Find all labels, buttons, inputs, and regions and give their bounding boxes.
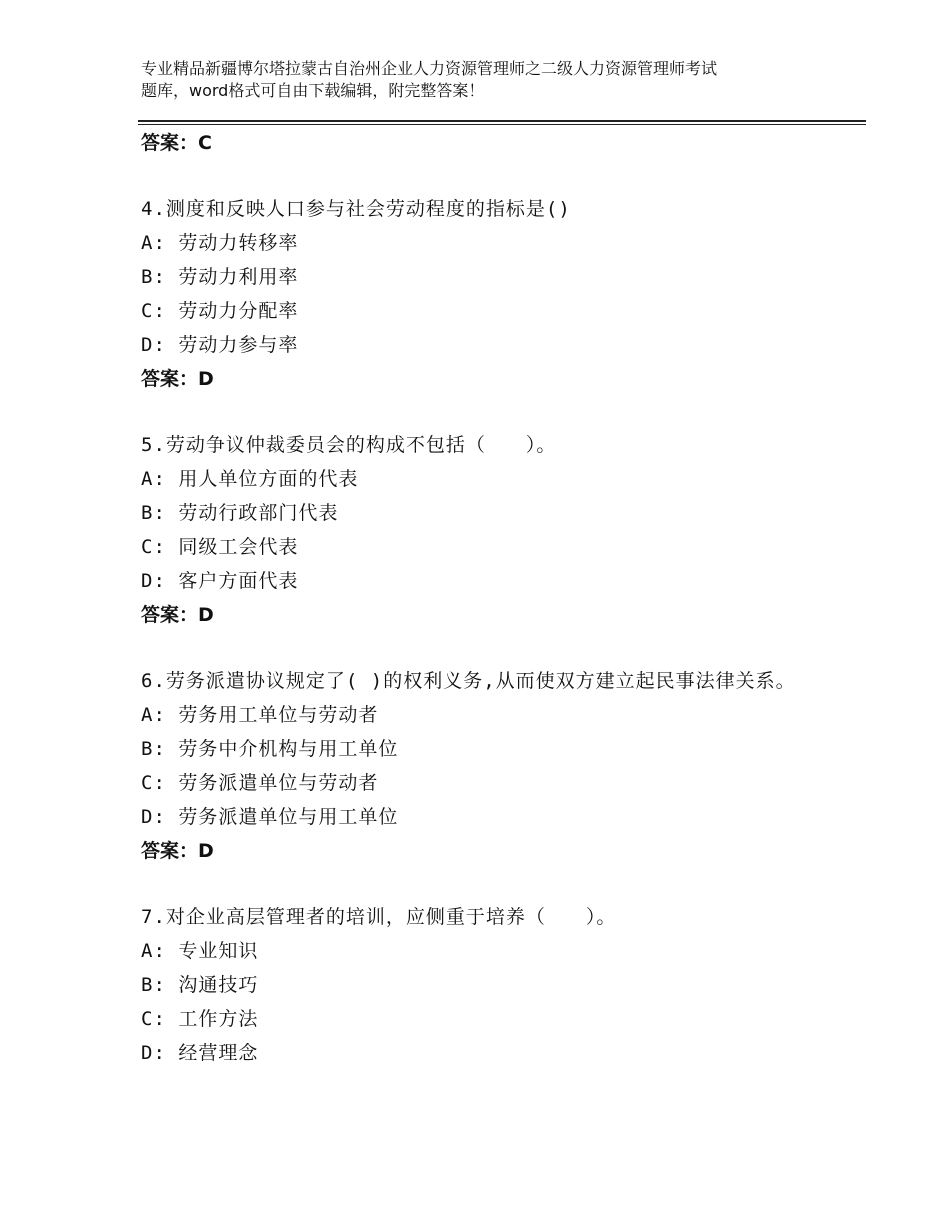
option-text: 劳动力分配率 — [178, 300, 299, 322]
option-text: 客户方面代表 — [178, 570, 299, 592]
option-text: 同级工会代表 — [178, 536, 299, 558]
option-a — [141, 226, 841, 260]
option-d — [141, 800, 841, 834]
option-letter: A: — [141, 468, 166, 490]
question-list — [141, 126, 841, 1070]
option-b — [141, 968, 841, 1002]
question-7 — [141, 900, 841, 1070]
page-header — [141, 58, 841, 102]
option-d — [141, 328, 841, 362]
option-c — [141, 294, 841, 328]
option-letter: D: — [141, 806, 166, 828]
option-c — [141, 766, 841, 800]
option-letter: A: — [141, 232, 166, 254]
option-text: 经营理念 — [178, 1042, 259, 1064]
option-a — [141, 934, 841, 968]
option-letter: D: — [141, 570, 166, 592]
option-text: 用人单位方面的代表 — [178, 468, 359, 490]
option-letter: A: — [141, 704, 166, 726]
answer-line: 答案：D — [141, 840, 214, 862]
option-letter: B: — [141, 738, 166, 760]
option-text: 工作方法 — [178, 1008, 259, 1030]
answer-line: 答案：D — [141, 368, 214, 390]
header-rule-thick — [138, 120, 866, 122]
option-letter: C: — [141, 772, 166, 794]
question-stem: 6.劳务派遣协议规定了( )的权利义务,从而使双方建立起民事法律关系。 — [141, 670, 796, 692]
option-letter: B: — [141, 266, 166, 288]
answer-line: 答案：D — [141, 604, 214, 626]
question-6 — [141, 664, 841, 868]
option-letter: C: — [141, 1008, 166, 1030]
option-text: 劳务派遣单位与用工单位 — [178, 806, 399, 828]
question-5 — [141, 428, 841, 632]
option-text: 劳务中介机构与用工单位 — [178, 738, 399, 760]
option-text: 沟通技巧 — [178, 974, 259, 996]
question-stem: 4.测度和反映人口参与社会劳动程度的指标是() — [141, 198, 571, 220]
option-letter: D: — [141, 334, 166, 356]
question-4 — [141, 192, 841, 396]
option-letter: B: — [141, 974, 166, 996]
option-d — [141, 564, 841, 598]
option-b — [141, 496, 841, 530]
option-text: 劳动力参与率 — [178, 334, 299, 356]
option-letter: A: — [141, 940, 166, 962]
answer-line: 答案：C — [141, 132, 212, 154]
option-text: 劳动行政部门代表 — [178, 502, 339, 524]
option-c — [141, 530, 841, 564]
option-text: 劳动力转移率 — [178, 232, 299, 254]
option-a — [141, 698, 841, 732]
option-b — [141, 732, 841, 766]
option-text: 劳务用工单位与劳动者 — [178, 704, 379, 726]
option-text: 劳务派遣单位与劳动者 — [178, 772, 379, 794]
option-letter: C: — [141, 300, 166, 322]
option-text: 专业知识 — [178, 940, 259, 962]
option-d — [141, 1036, 841, 1070]
option-letter: B: — [141, 502, 166, 524]
header-rule-thin — [138, 124, 866, 125]
option-text: 劳动力利用率 — [178, 266, 299, 288]
header-line-1: 专业精品新疆博尔塔拉蒙古自治州企业人力资源管理师之二级人力资源管理师考试 — [141, 59, 718, 78]
question-stem: 7.对企业高层管理者的培训，应侧重于培养（ ）。 — [141, 906, 617, 928]
option-b — [141, 260, 841, 294]
option-letter: C: — [141, 536, 166, 558]
question-stem: 5.劳动争议仲裁委员会的构成不包括（ ）。 — [141, 434, 557, 456]
option-letter: D: — [141, 1042, 166, 1064]
option-c — [141, 1002, 841, 1036]
header-line-2: 题库，word格式可自由下载编辑，附完整答案！ — [141, 81, 485, 100]
option-a — [141, 462, 841, 496]
